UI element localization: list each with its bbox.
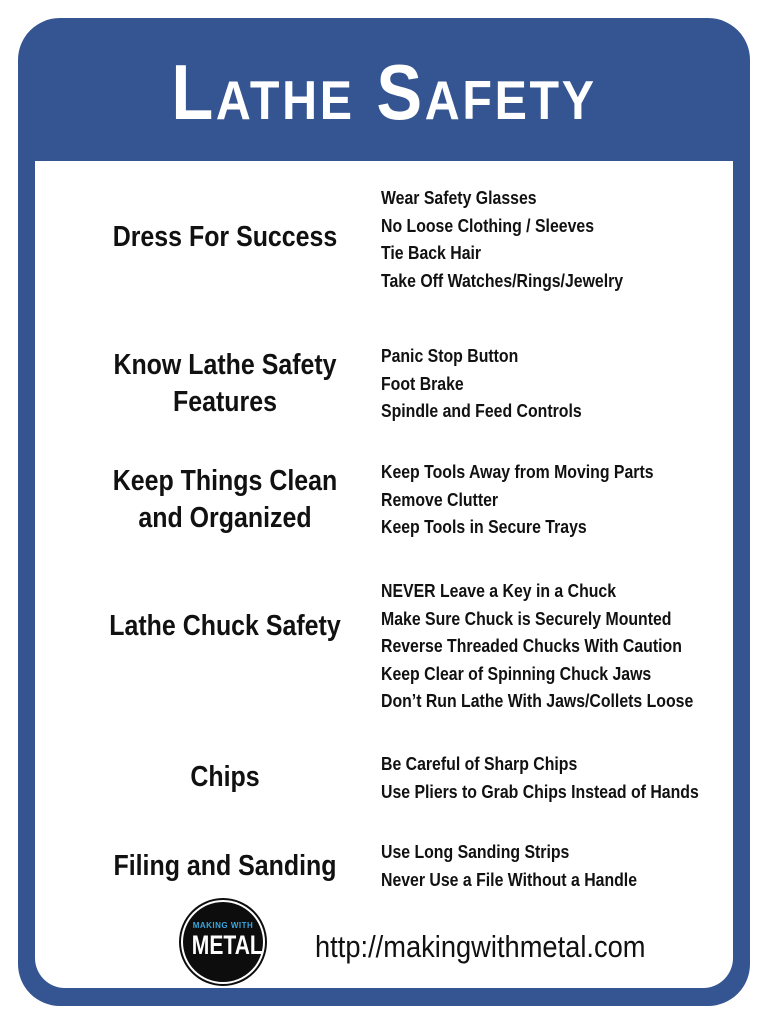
list-item: Keep Clear of Spinning Chuck Jaws (381, 663, 652, 684)
list-item: Be Careful of Sharp Chips (381, 754, 578, 774)
list-item: Use Long Sanding Strips (381, 842, 570, 862)
list-item: Don’t Run Lathe With Jaws/Collets Loose (381, 691, 694, 711)
section-heading: Know Lathe Safety Features (113, 349, 337, 418)
list-item: Foot Brake (381, 373, 464, 394)
section-heading: Lathe Chuck Safety (109, 610, 341, 642)
list-item: Use Pliers to Grab Chips Instead of Hands (381, 781, 699, 802)
item-list (381, 578, 741, 716)
list-item: Keep Tools in Secure Trays (381, 517, 587, 537)
section-heading: Keep Things Clean and Organized (112, 465, 338, 534)
list-item: Panic Stop Button (381, 346, 519, 366)
item-list (381, 751, 741, 806)
list-item: Never Use a File Without a Handle (381, 869, 638, 890)
making-with-metal-logo (183, 902, 263, 982)
list-item: Reverse Threaded Chucks With Caution (381, 636, 682, 656)
list-item: Make Sure Chuck is Securely Mounted (381, 608, 672, 629)
section-heading: Filing and Sanding (113, 850, 337, 882)
item-list (381, 459, 741, 542)
list-item: No Loose Clothing / Sleeves (381, 215, 595, 236)
list-item: Tie Back Hair (381, 243, 482, 263)
logo-wordmark: METAL (191, 930, 263, 960)
list-item: NEVER Leave a Key in a Chuck (381, 581, 617, 601)
list-item: Wear Safety Glasses (381, 188, 537, 208)
page-title: Lathe Safety (171, 48, 597, 136)
item-list (381, 343, 741, 426)
list-item: Take Off Watches/Rings/Jewelry (381, 270, 624, 291)
logo-tagline: MAKING WITH (192, 921, 254, 930)
list-item: Keep Tools Away from Moving Parts (381, 462, 654, 482)
poster-frame (18, 18, 750, 1006)
website-url[interactable]: http://makingwithmetal.com (315, 929, 646, 964)
section-heading: Dress For Success (112, 221, 338, 253)
item-list (381, 185, 741, 295)
list-item: Remove Clutter (381, 489, 499, 510)
item-list (381, 839, 741, 894)
section-heading: Chips (190, 761, 260, 793)
list-item: Spindle and Feed Controls (381, 401, 582, 421)
content-panel (35, 161, 733, 988)
